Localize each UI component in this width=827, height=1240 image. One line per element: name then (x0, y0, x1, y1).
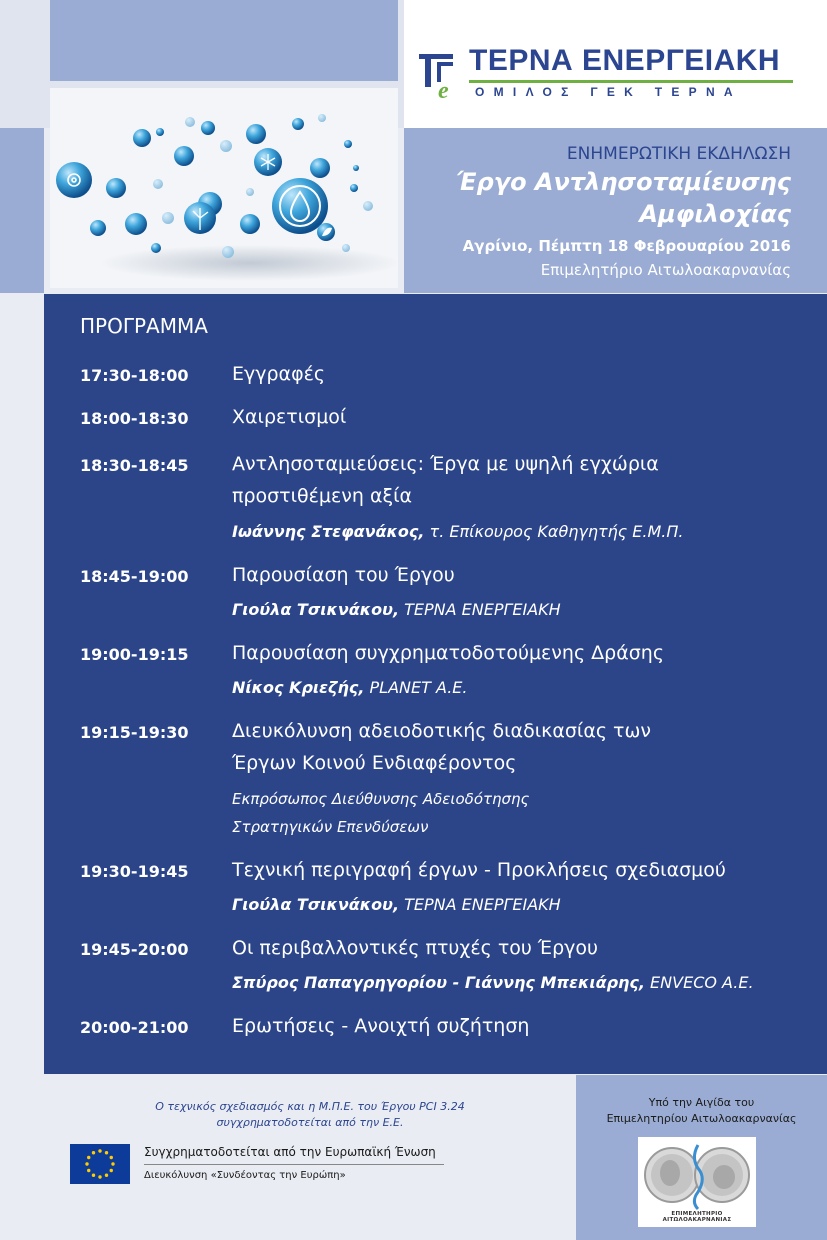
decorative-blue-rect (50, 0, 398, 81)
program-topic: Παρουσίαση του Έργου (232, 564, 455, 586)
program-topic: Παρουσίαση συγχρηματοδοτούμενης Δράσης (232, 642, 664, 664)
program-topic: Χαιρετισμοί (232, 406, 347, 428)
program-time: 19:00-19:15 (80, 645, 189, 664)
program-speaker (232, 522, 683, 541)
program-topic: Ερωτήσεις - Ανοιχτή συζήτηση (232, 1015, 530, 1037)
speaker-role: ΤΕΡΝΑ ΕΝΕΡΓΕΙΑΚΗ (399, 895, 561, 914)
program-time: 17:30-18:00 (80, 366, 189, 385)
program-time: 18:45-19:00 (80, 567, 189, 586)
eu-star (105, 1174, 108, 1177)
speaker-role: ENVECO A.E. (644, 973, 754, 992)
footer-funding (44, 1075, 576, 1240)
eu-star (105, 1151, 108, 1154)
speaker-name: Ιωάννης Στεφανάκος, (232, 522, 425, 541)
logo-green-rule (469, 80, 793, 83)
bubbles-graphic (50, 88, 398, 288)
program-topic: Οι περιβαλλοντικές πτυχές του Έργου (232, 937, 599, 959)
eu-star (98, 1149, 101, 1152)
chamber-coin-logo-icon (638, 1137, 756, 1213)
eu-star (111, 1162, 114, 1165)
eu-star (87, 1169, 90, 1172)
event-title-line1: Έργο Αντλησοταμίευσης (456, 168, 791, 196)
terna-logo-mark-icon (417, 48, 457, 102)
aegis-line: Επιμελητηρίου Αιτωλοακαρνανίας (606, 1112, 797, 1125)
eu-divider (144, 1164, 444, 1165)
logo-company-name: ΤΕΡΝΑ ΕΝΕΡΓΕΙΑΚΗ (469, 44, 781, 77)
svg-text:e: e (438, 78, 449, 102)
program-title: ΠΡΟΓΡΑΜΜΑ (80, 314, 208, 338)
event-title-line2: Αμφιλοχίας (639, 200, 791, 228)
program-speaker (232, 678, 468, 697)
accent-band-left (0, 128, 44, 293)
eu-star (92, 1174, 95, 1177)
chamber-name: ΕΠΙΜΕΛΗΤΗΡΙΟ ΑΙΤΩΛΟΑΚΑΡΝΑΝΙΑΣ (662, 1211, 732, 1223)
funding-note-line: Ο τεχνικός σχεδιασμός και η Μ.Π.Ε. του Έργου PCI 3.24 (155, 1100, 465, 1113)
terna-energiaki-logo (417, 44, 807, 104)
event-date: Αγρίνιο, Πέμπτη 18 Φεβρουαρίου 2016 (462, 237, 791, 255)
eu-flag-icon (70, 1144, 130, 1184)
eu-star (92, 1151, 95, 1154)
logo-group-name: ΟΜΙΛΟΣ ΓΕΚ ΤΕΡΝΑ (475, 85, 742, 99)
eu-program-text: Διευκόλυνση «Συνδέοντας την Ευρώπη» (144, 1170, 346, 1181)
speaker-role: PLANET A.E. (364, 678, 468, 697)
program-time: 19:45-20:00 (80, 940, 189, 959)
footer-aegis (576, 1075, 827, 1240)
program-topic: Έργων Κοινού Ενδιαφέροντος (232, 752, 517, 774)
speaker-name: Σπύρος Παπαγρηγορίου - Γιάννης Μπεκιάρης, (232, 973, 645, 992)
program-representative: Εκπρόσωπος Διεύθυνσης Αδειοδότησης (232, 790, 530, 808)
funding-note-line: συγχρηματοδοτείται από την Ε.Ε. (216, 1116, 404, 1129)
speaker-role: ΤΕΡΝΑ ΕΝΕΡΓΕΙΑΚΗ (399, 600, 561, 619)
program-time: 18:30-18:45 (80, 456, 189, 475)
program-topic: Διευκόλυνση αδειοδοτικής διαδικασίας των (232, 720, 652, 742)
program-speaker (232, 973, 754, 992)
event-venue: Επιμελητήριο Αιτωλοακαρνανίας (540, 261, 791, 279)
program-time: 20:00-21:00 (80, 1018, 189, 1037)
speaker-name: Γιούλα Τσικνάκου, (232, 895, 400, 914)
program-time: 19:30-19:45 (80, 862, 189, 881)
program-representative: Στρατηγικών Επενδύσεων (232, 818, 429, 836)
program-panel (44, 294, 827, 1074)
event-kind: ΕΝΗΜΕΡΩΤΙΚΗ ΕΚΔΗΛΩΣΗ (566, 144, 791, 164)
program-speaker (232, 895, 561, 914)
program-time: 18:00-18:30 (80, 409, 189, 428)
eu-star (85, 1162, 88, 1165)
eu-star (98, 1175, 101, 1178)
aegis-text (576, 1095, 827, 1127)
chamber-logo (638, 1137, 756, 1227)
program-topic: Τεχνική περιγραφή έργων - Προκλήσεις σχεδιασμού (232, 859, 726, 881)
aegis-line: Υπό την Αιγίδα του (648, 1096, 755, 1109)
program-topic: προστιθέμενη αξία (232, 485, 413, 507)
eu-star (87, 1156, 90, 1159)
hero-bubbles-illustration (50, 88, 398, 288)
eu-star (110, 1156, 113, 1159)
eu-star (110, 1169, 113, 1172)
program-time: 19:15-19:30 (80, 723, 189, 742)
eu-funded-text: Συγχρηματοδοτείται από την Ευρωπαϊκή Ένωση (144, 1145, 436, 1159)
funding-note (44, 1099, 576, 1131)
speaker-name: Νίκος Κριεζής, (232, 678, 365, 697)
speaker-name: Γιούλα Τσικνάκου, (232, 600, 400, 619)
program-speaker (232, 600, 561, 619)
speaker-role: τ. Επίκουρος Καθηγητής Ε.Μ.Π. (424, 522, 684, 541)
program-topic: Αντλησοταμιεύσεις: Έργα με υψηλή εγχώρια (232, 453, 659, 475)
program-topic: Εγγραφές (232, 363, 326, 385)
